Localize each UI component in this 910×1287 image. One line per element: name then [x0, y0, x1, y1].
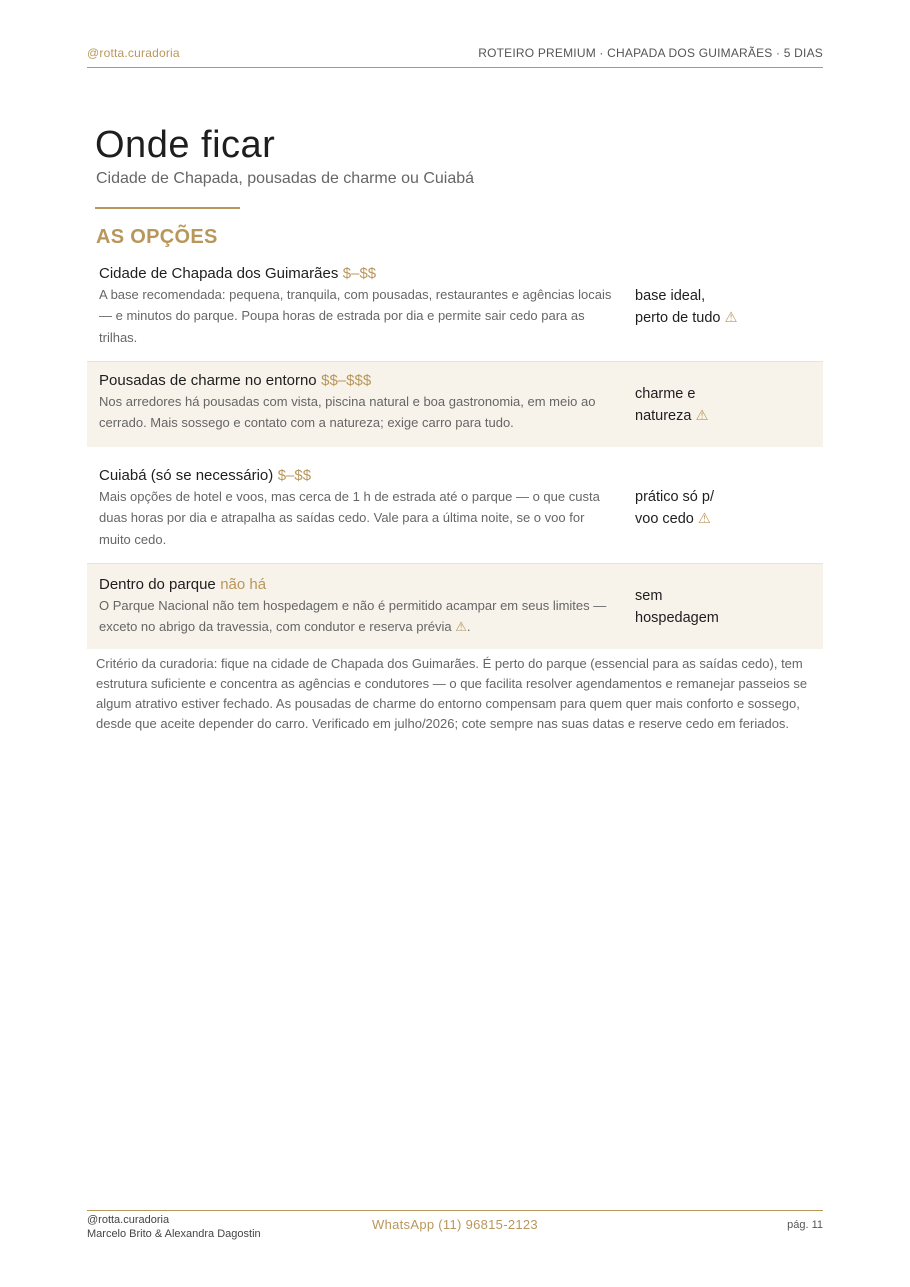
option-description: Nos arredores há pousadas com vista, piscina natural e boa gastronomia, em meio ao cerrado. Mais sossego e contato com a natureza; exige carro para tudo. [99, 394, 596, 431]
section-title: AS OPÇÕES [96, 226, 218, 248]
verdict-line: voo cedo [635, 510, 694, 527]
option-info [99, 576, 614, 638]
option-row [87, 447, 823, 564]
option-name: Cuiabá (só se necessário) [99, 467, 274, 484]
verdict-line: base ideal, [635, 288, 706, 304]
warning-icon: ⚠ [724, 309, 738, 326]
option-description: Mais opções de hotel e voos, mas cerca de 1 h de estrada até o parque — o que custa duas horas por dia e atrapalha as saídas cedo. Vale para a última noite, se o voo for muito cedo. [99, 489, 600, 547]
footer-brand: @rotta.curadoria [87, 1214, 170, 1226]
warning-icon: ⚠ [695, 407, 709, 424]
option-price: $$–$$$ [321, 372, 372, 389]
options-list [87, 259, 823, 649]
page-title: Onde ficar [95, 124, 276, 166]
option-info [99, 372, 614, 434]
page-header [87, 46, 823, 68]
option-row [87, 564, 823, 649]
page-subtitle: Cidade de Chapada, pousadas de charme ou Cuiabá [96, 170, 475, 187]
verdict-line: hospedagem [635, 609, 719, 626]
footer-authors: Marcelo Brito & Alexandra Dagostin [87, 1228, 261, 1240]
option-verdict [635, 286, 810, 329]
page-number: pág. 11 [787, 1219, 823, 1231]
option-verdict [635, 487, 810, 530]
option-description-text: O Parque Nacional não tem hospedagem e não é permitido acampar em seus limites — exceto no abrigo da travessia, com condutor e reserva prévia [99, 598, 607, 635]
curation-criteria: Critério da curadoria: fique na cidade de Chapada dos Guimarães. É perto do parque (essencial para as saídas cedo), tem estrutura suficiente e concentra as agências e condutores — o que facilita resolver agendamentos e remanejar passeios se algum atrativo estiver fechado. As pousadas de charme do entorno compensam para quem quer mais conforto e sossego, desde que aceite depender do carro. Verificado em julho/2026; cote sempre nas suas datas e reserve cedo em feriados. [96, 656, 808, 731]
option-verdict [635, 384, 810, 427]
verdict-line: sem [635, 588, 663, 604]
verdict-line: natureza [635, 407, 692, 424]
option-row [87, 259, 823, 362]
option-description: O Parque Nacional não tem hospedagem e não é permitido acampar em seus limites — exceto no abrigo da travessia, com condutor e reserva prévia ⚠. [99, 598, 607, 635]
option-name: Pousadas de charme no entorno [99, 372, 317, 389]
footer-whatsapp-contact: WhatsApp (11) 96815-2123 [372, 1217, 538, 1232]
option-info [99, 467, 614, 550]
header-brand: @rotta.curadoria [87, 46, 180, 60]
option-description: A base recomendada: pequena, tranquila, com pousadas, restaurantes e agências locais — e minutos do parque. Poupa horas de estrada por dia e permite sair cedo para as trilhas. [99, 287, 612, 345]
option-verdict [635, 586, 810, 629]
header-document-title: ROTEIRO PREMIUM · CHAPADA DOS GUIMARÃES · 5 DIAS [478, 46, 823, 60]
page-footer [87, 1210, 823, 1250]
verdict-line: prático só p/ [635, 489, 714, 505]
option-name: Cidade de Chapada dos Guimarães [99, 265, 339, 282]
option-name: Dentro do parque [99, 576, 216, 593]
warning-icon: ⚠ [697, 510, 711, 527]
warning-icon: ⚠ [455, 619, 467, 635]
option-row [87, 362, 823, 447]
verdict-line: charme e [635, 386, 696, 402]
verdict-line: perto de tudo [635, 309, 721, 326]
option-price: $–$$ [342, 265, 377, 282]
option-price: não há [220, 576, 267, 593]
title-divider [95, 207, 240, 209]
option-price: $–$$ [277, 467, 312, 484]
option-info [99, 265, 614, 348]
